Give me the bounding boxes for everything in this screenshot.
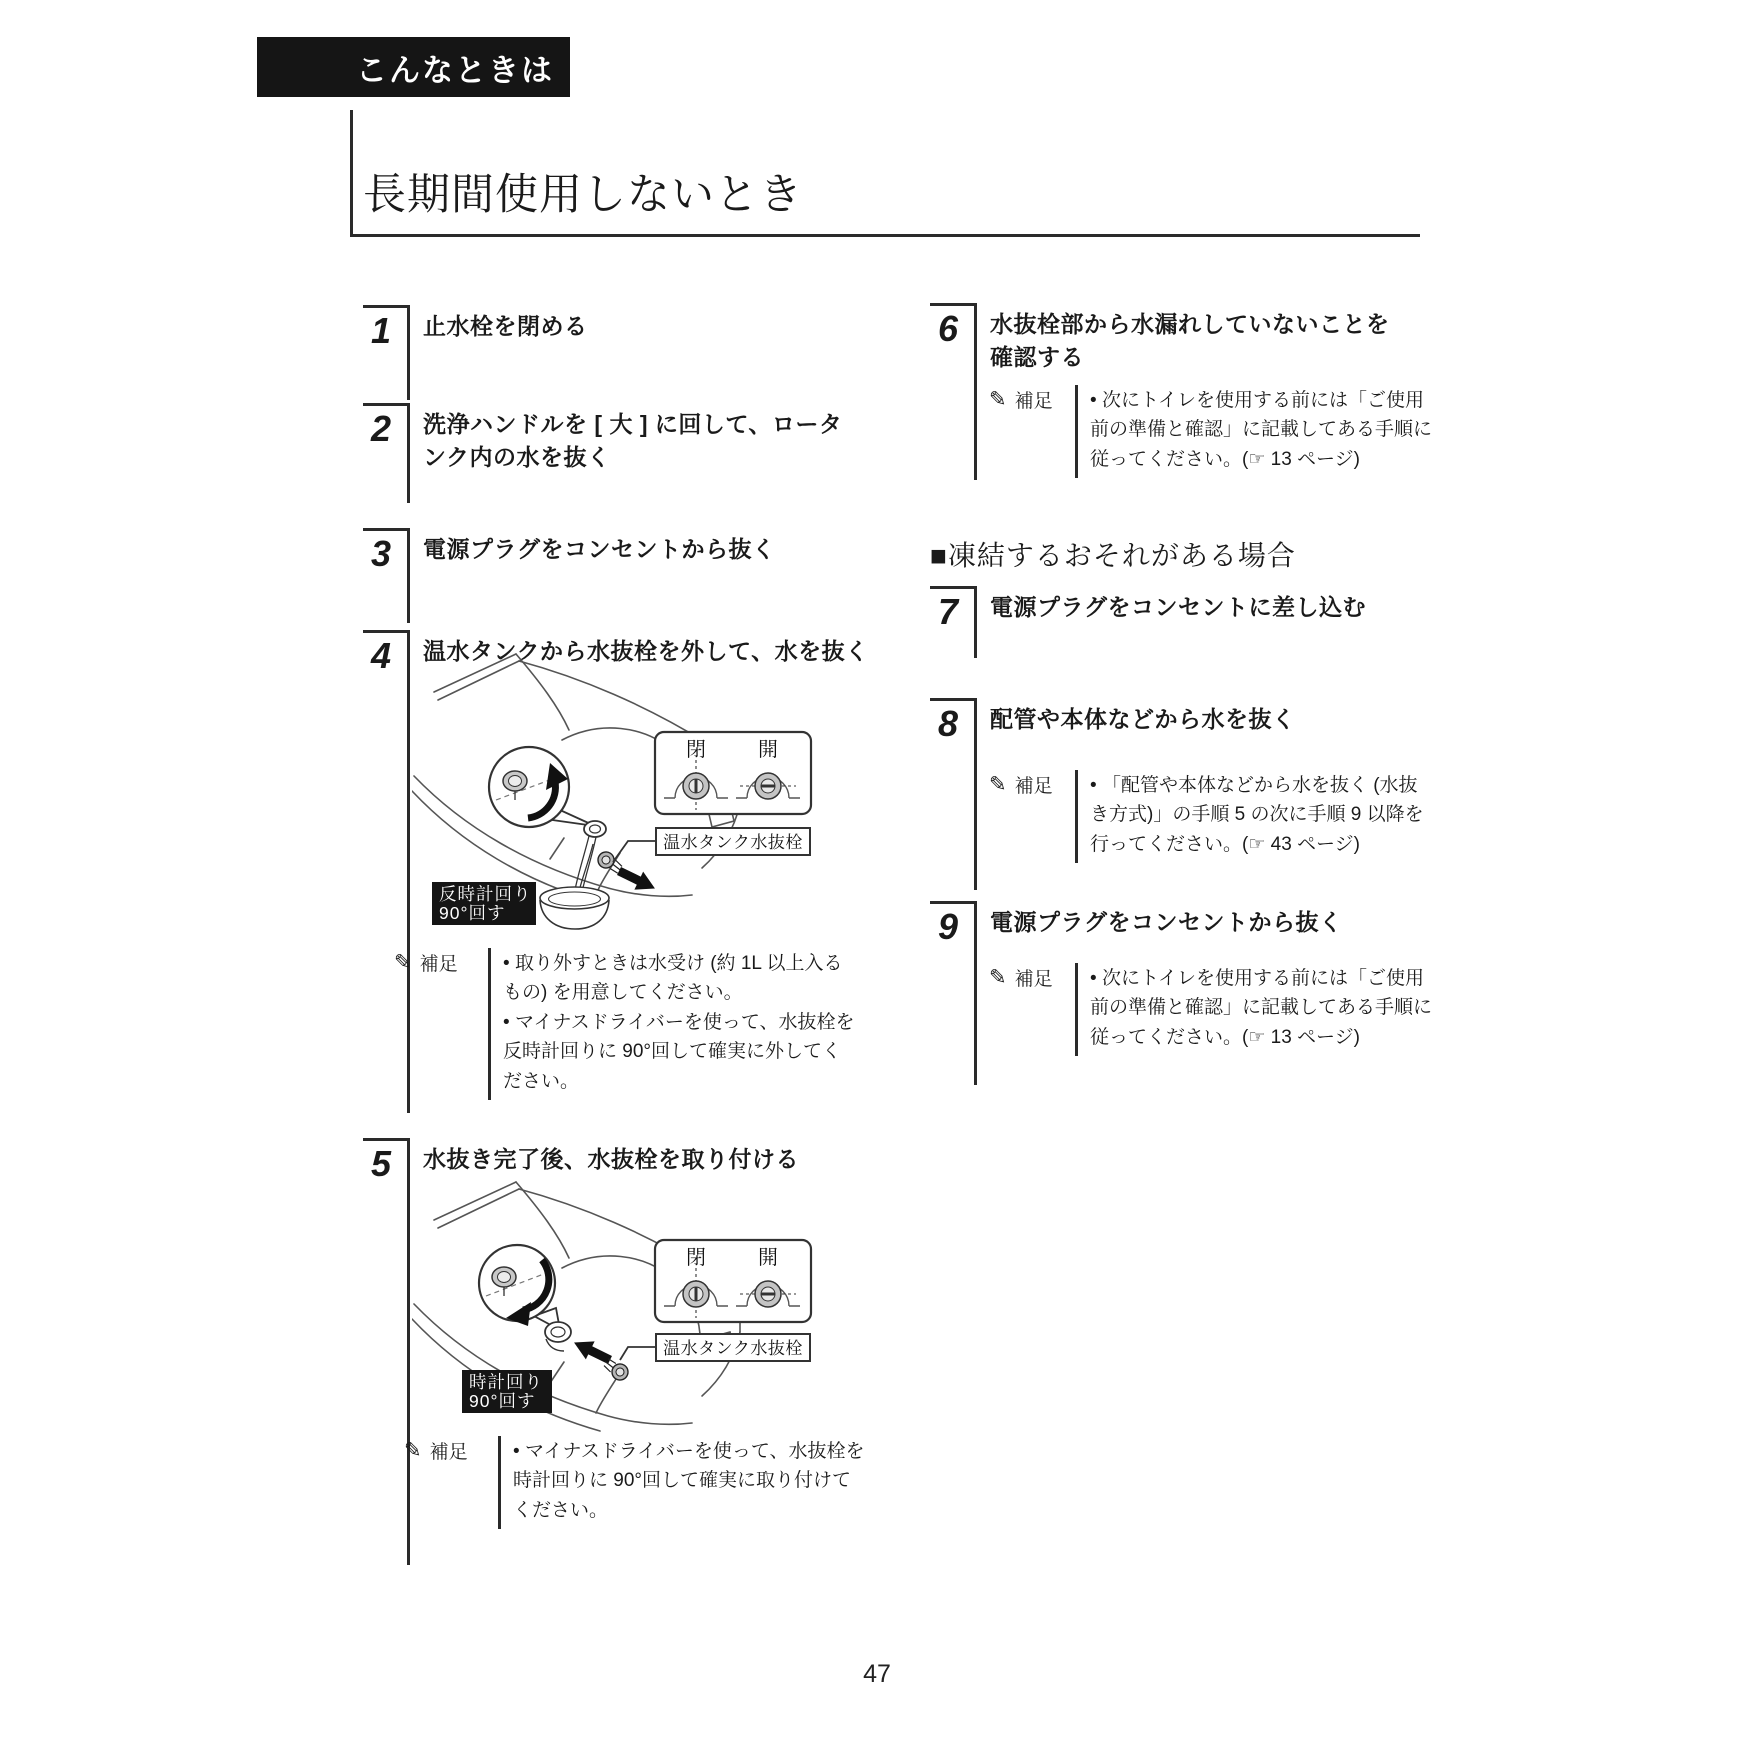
note-bullet: • 取り外すときは水受け (約 1L 以上入るもの) を用意してください。 xyxy=(503,949,855,1008)
drain-plug-remove-diagram xyxy=(412,648,822,948)
drain-plug-attach-diagram xyxy=(412,1180,822,1436)
step-number-cell xyxy=(930,303,977,480)
rotate-instruction-badge xyxy=(462,1370,552,1413)
step-title: 配管や本体などから水を抜く xyxy=(990,706,1296,732)
pencil-icon: ✎ xyxy=(989,773,1007,796)
valve-close-label: 閉 xyxy=(686,1247,706,1269)
step-5 xyxy=(363,1138,873,1565)
note-bullet: • マイナスドライバーを使って、水抜栓を反時計回りに 90°回して確実に外してください。 xyxy=(503,1008,855,1096)
step-3 xyxy=(363,528,833,623)
note-bullet: • 「配管や本体などから水を抜く (水抜き方式)」の手順 5 の次に手順 9 以降を行ってください。(☞ 43 ページ) xyxy=(1090,771,1435,859)
note xyxy=(989,770,1439,863)
step-title: 温水タンクから水抜栓を外して、水を抜く xyxy=(423,638,869,664)
valve-open-label: 開 xyxy=(758,739,778,761)
step-number: 1 xyxy=(370,310,392,351)
step-number: 7 xyxy=(937,591,959,632)
pencil-icon: ✎ xyxy=(989,966,1007,989)
step-title: 水抜栓部から水漏れしていないことを確認する xyxy=(990,311,1390,370)
step-number: 6 xyxy=(937,308,959,349)
step-title: 水抜き完了後、水抜栓を取り付ける xyxy=(423,1146,799,1172)
plug-label-box xyxy=(613,828,810,862)
note-bullet: • マイナスドライバーを使って、水抜栓を時計回りに 90°回して確実に取り付けてください。 xyxy=(513,1437,865,1525)
rotate-cw-text-1: 時計回り xyxy=(469,1372,543,1392)
step-title: 電源プラグをコンセントから抜く xyxy=(423,536,776,562)
note-label: 補足 xyxy=(1014,391,1053,412)
step-1 xyxy=(363,305,833,400)
note xyxy=(394,948,864,1100)
note xyxy=(989,963,1439,1056)
step-number-cell xyxy=(930,698,977,890)
step-title: 止水栓を閉める xyxy=(423,313,588,339)
step-6 xyxy=(930,303,1433,480)
note-label: 補足 xyxy=(429,1442,468,1463)
remove-direction-arrow xyxy=(615,862,660,898)
step-number-cell xyxy=(363,1138,410,1565)
step-title: 電源プラグをコンセントに差し込む xyxy=(990,594,1366,620)
note-label: 補足 xyxy=(1014,969,1053,990)
step-number-cell xyxy=(363,528,410,623)
step-number-cell xyxy=(930,901,977,1085)
valve-positions-inset xyxy=(655,1240,811,1322)
rotate-ccw-text-1: 反時計回り xyxy=(439,884,532,904)
note-bullet: • 次にトイレを使用する前には「ご使用前の準備と確認」に記載してある手順に従ってください。(☞ 13 ページ) xyxy=(1090,964,1435,1052)
step-7 xyxy=(930,586,1400,658)
page-number: 47 xyxy=(863,1660,891,1688)
step-4 xyxy=(363,630,873,1113)
step-number: 4 xyxy=(370,635,392,676)
step-2 xyxy=(363,403,843,503)
note-bullet: • 次にトイレを使用する前には「ご使用前の準備と確認」に記載してある手順に従ってください。(☞ 13 ページ) xyxy=(1090,386,1435,474)
valve-close-label: 閉 xyxy=(686,739,706,761)
basin xyxy=(540,887,609,929)
magnifier-callout xyxy=(479,1245,560,1330)
valve-open-label: 開 xyxy=(758,1247,778,1269)
step-number-cell xyxy=(363,305,410,400)
plug-label: 温水タンク水抜栓 xyxy=(663,833,803,852)
step-number: 3 xyxy=(370,533,392,574)
note xyxy=(989,385,1439,478)
plug-label-box xyxy=(620,1334,810,1361)
rotate-instruction-badge xyxy=(432,882,536,925)
step-number: 8 xyxy=(937,703,959,744)
freeze-section-heading: ■凍結するおそれがある場合 xyxy=(930,540,1296,571)
rotate-cw-text-2: 90°回す xyxy=(469,1391,536,1411)
note xyxy=(404,1436,874,1529)
step-8 xyxy=(930,698,1424,890)
step-title: 電源プラグをコンセントから抜く xyxy=(990,909,1343,935)
pencil-icon: ✎ xyxy=(404,1439,422,1462)
rotate-ccw-text-2: 90°回す xyxy=(439,903,506,923)
step-number: 2 xyxy=(370,408,392,449)
step-number: 5 xyxy=(370,1143,392,1184)
plug-label: 温水タンク水抜栓 xyxy=(663,1339,803,1358)
step-number: 9 xyxy=(937,906,959,947)
page-title: 長期間使用しないとき xyxy=(363,171,803,219)
valve-positions-inset xyxy=(655,732,811,814)
pencil-icon: ✎ xyxy=(394,951,412,974)
note-label: 補足 xyxy=(1014,776,1053,797)
note-label: 補足 xyxy=(419,954,458,975)
step-9 xyxy=(930,901,1433,1085)
section-badge: こんなときは xyxy=(257,37,570,97)
drain-hole xyxy=(545,1322,571,1351)
pencil-icon: ✎ xyxy=(989,388,1007,411)
drain-hole-inner xyxy=(590,825,601,833)
page-title-block xyxy=(350,110,1420,237)
magnifier-callout xyxy=(489,747,595,827)
step-title: 洗浄ハンドルを [ 大 ] に回して、ロータンク内の水を抜く xyxy=(423,411,843,470)
step-number-cell xyxy=(363,403,410,503)
step-number-cell xyxy=(930,586,977,658)
